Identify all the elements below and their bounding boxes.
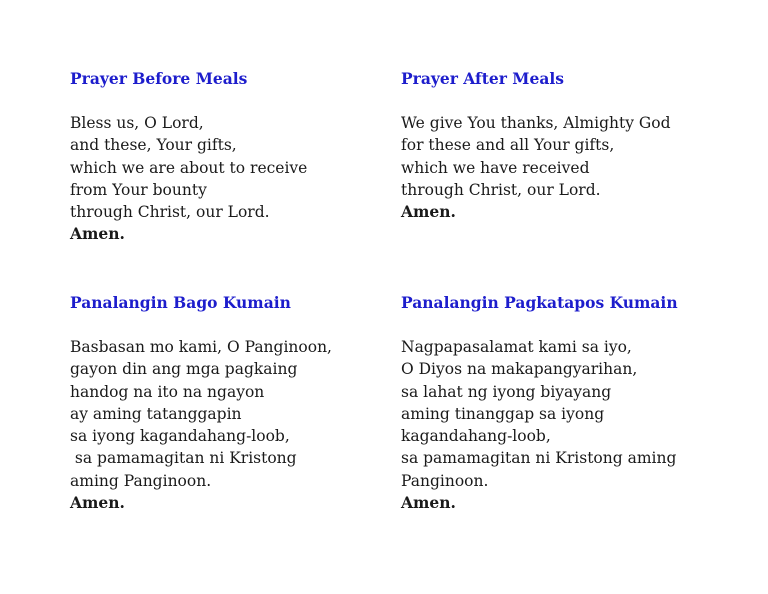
prayer-amen: Amen. xyxy=(70,493,125,513)
prayer-line: sa lahat ng iyong biyayang xyxy=(401,382,612,401)
prayer-title: Prayer Before Meals xyxy=(70,69,248,88)
prayer-line: Panginoon. xyxy=(401,471,489,490)
prayer-line: aming Panginoon. xyxy=(70,471,212,490)
prayer-line: Basbasan mo kami, O Panginoon, xyxy=(70,338,332,356)
prayer-line: through Christ, our Lord. xyxy=(401,180,601,199)
prayer-line: sa pamamagitan ni Kristong xyxy=(70,449,297,468)
prayer-line: kagandahang-loob, xyxy=(401,427,551,446)
prayer-line: aming tinanggap sa iyong xyxy=(401,404,605,423)
prayer-line: sa pamamagitan ni Kristong aming xyxy=(401,449,677,468)
prayer-line: Nagpapasalamat kami sa iyo, xyxy=(401,338,632,356)
prayer-line: Bless us, O Lord, xyxy=(70,114,204,132)
prayer-line: which we are about to receive xyxy=(70,158,308,177)
prayer-line: for these and all Your gifts, xyxy=(401,136,615,155)
prayer-title: Prayer After Meals xyxy=(401,69,564,88)
prayer-line: through Christ, our Lord. xyxy=(70,203,270,222)
prayer-line: ay aming tatanggapin xyxy=(70,404,242,423)
prayer-before-meals xyxy=(70,68,390,246)
prayer-line: gayon din ang mga pagkaing xyxy=(70,360,298,379)
prayer-amen: Amen. xyxy=(401,493,456,513)
panalangin-pagkatapos-kumain xyxy=(401,292,721,514)
prayer-line: sa iyong kagandahang-loob, xyxy=(70,427,290,446)
prayer-amen: Amen. xyxy=(401,202,456,222)
prayer-line: O Diyos na makapangyarihan, xyxy=(401,360,638,379)
prayer-line: and these, Your gifts, xyxy=(70,136,237,155)
prayer-amen: Amen. xyxy=(70,224,125,244)
prayer-after-meals xyxy=(401,68,721,223)
prayer-line: which we have received xyxy=(401,158,590,177)
prayer-title: Panalangin Pagkatapos Kumain xyxy=(401,293,678,312)
prayer-title: Panalangin Bago Kumain xyxy=(70,293,291,312)
prayer-line: handog na ito na ngayon xyxy=(70,382,265,401)
prayer-line: We give You thanks, Almighty God xyxy=(401,114,671,132)
panalangin-bago-kumain xyxy=(70,292,390,514)
prayer-line: from Your bounty xyxy=(70,180,207,199)
